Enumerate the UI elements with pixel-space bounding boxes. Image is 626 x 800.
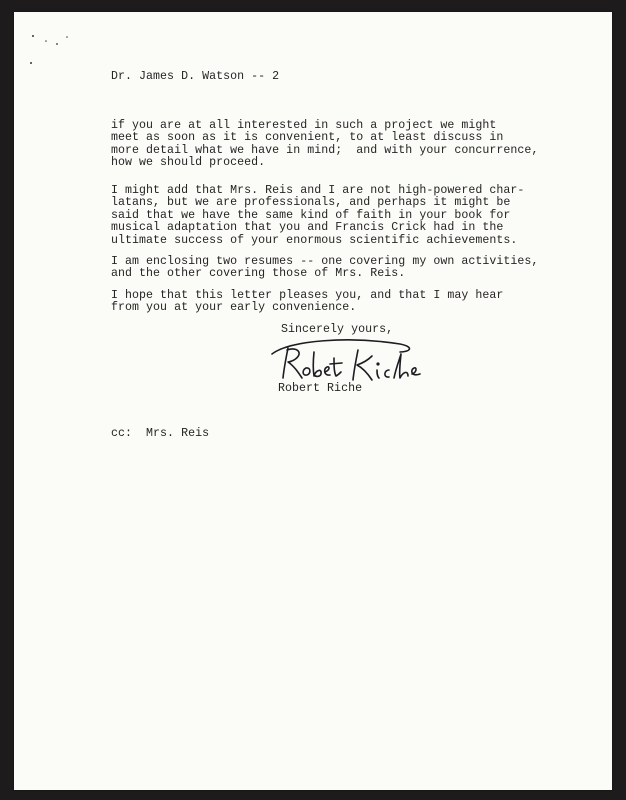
paragraph-professionals: I might add that Mrs. Reis and I are not high-powered char- latans, but we are professionals, and perhaps it might be said that we have the same kind of faith in your book for musical adaptation that you and Francis Crick had in the ultimate success of your enormous scientific achievements.	[111, 184, 525, 247]
paragraph-project: if you are at all interested in such a project we might meet as soon as it is convenient, to at least discuss in more detail what we have in mind; and with your concurrence, how we should proceed.	[111, 119, 539, 170]
paragraph-closing-hope: I hope that this letter pleases you, and that I may hear from you at your early convenience.	[111, 289, 504, 315]
signer-name: Robert Riche	[278, 382, 363, 395]
page-header: Dr. James D. Watson -- 2	[111, 70, 280, 83]
paragraph-resumes: I am enclosing two resumes -- one covering my own activities, and the other covering those of Mrs. Reis.	[111, 255, 539, 281]
complimentary-close: Sincerely yours,	[281, 323, 394, 336]
carbon-copy-line: cc: Mrs. Reis	[111, 427, 210, 440]
